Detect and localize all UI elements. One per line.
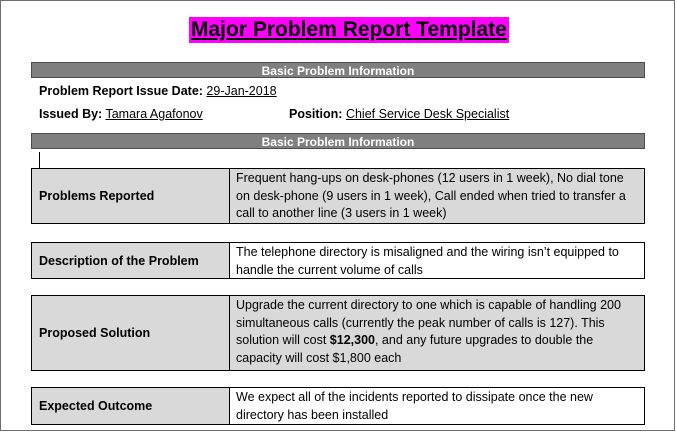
expected-outcome-text[interactable]: We expect all of the incidents reported to dissipate once the new directory has been installed [236, 390, 593, 422]
issued-by-label: Issued By: [39, 107, 103, 121]
description-label: Description of the Problem [32, 243, 230, 278]
issued-by-row [39, 107, 203, 121]
issued-by-value[interactable]: Tamara Agafonov [105, 107, 203, 121]
expected-outcome-section [31, 387, 645, 425]
issue-date-label: Problem Report Issue Date: [39, 84, 203, 98]
solution-cost: $12,300 [329, 333, 375, 347]
expected-outcome-label: Expected Outcome [32, 388, 230, 424]
position-row [289, 107, 509, 121]
issue-date-value[interactable]: 29-Jan-2018 [206, 84, 277, 98]
section-header-basic-info: Basic Problem Information [31, 62, 645, 78]
description-text[interactable]: The telephone directory is misaligned and the wiring isn’t equipped to handle the current volume of calls [236, 245, 619, 277]
proposed-solution-label: Proposed Solution [32, 296, 230, 370]
section-header-basic-info-2: Basic Problem Information [31, 133, 645, 149]
description-section [31, 242, 645, 279]
proposed-solution-section [31, 295, 645, 371]
proposed-solution-text[interactable] [230, 296, 644, 370]
position-label: Position: [289, 107, 343, 121]
issue-date-row [39, 84, 277, 98]
solution-text-part1: Upgrade the current directory to one which is capable of handling 200 simultaneous calls (currently the peak number of calls is 127). This solution will cost [236, 298, 621, 347]
problems-reported-section [31, 168, 645, 224]
solution-text-part2: , and any future upgrades to double the capacity will cost $1,800 each [236, 333, 594, 365]
problems-reported-label: Problems Reported [32, 169, 230, 223]
position-value[interactable]: Chief Service Desk Specialist [345, 107, 510, 121]
text-cursor [39, 152, 40, 169]
page-title: Major Problem Report Template [191, 18, 507, 41]
problems-reported-text[interactable]: Frequent hang-ups on desk-phones (12 users in 1 week), No dial tone on desk-phone (9 users in 1 week), Call ended when tried to transfer a call to another line (3 users in 1 week) [230, 169, 644, 223]
